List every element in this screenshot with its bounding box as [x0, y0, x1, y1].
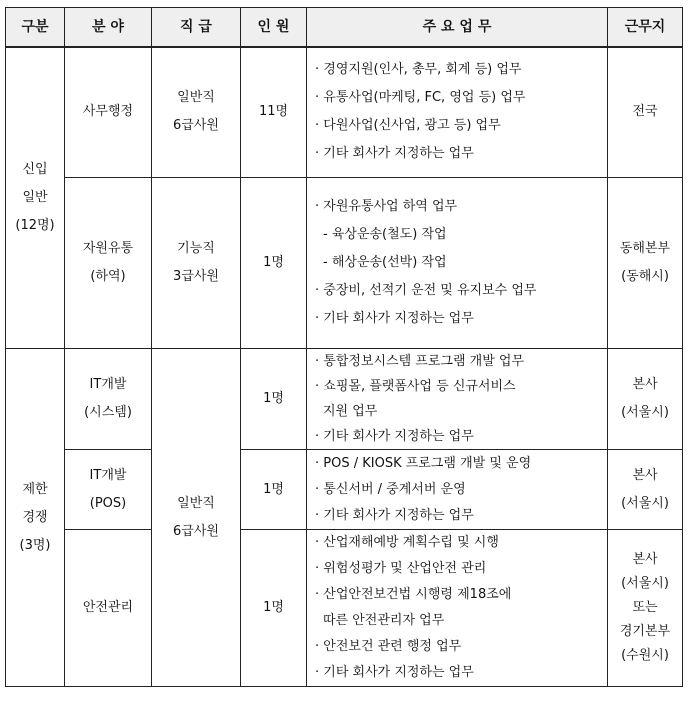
field-line: (시스템)	[84, 405, 132, 420]
location-line: (수원시)	[621, 648, 669, 663]
duty-item: · 안전보건 관련 행정 업무	[315, 639, 462, 654]
header-category: 구분	[6, 8, 65, 47]
grade-line: 일반직	[177, 495, 215, 511]
field-cell	[65, 450, 152, 530]
duty-continuation: 따른 안전관리자 업무	[323, 613, 445, 628]
field-line: 자원유통	[82, 241, 134, 256]
duty-item: · 기타 회사가 지정하는 업무	[315, 311, 474, 326]
duty-continuation: 지원 업무	[323, 404, 378, 419]
headcount-cell: 1명	[241, 450, 307, 530]
grade-cell	[152, 178, 241, 349]
group-label-line: (12명)	[15, 217, 55, 233]
group-label-line: (3명)	[19, 537, 51, 553]
header-field: 분 야	[65, 8, 152, 47]
field-line: (POS)	[89, 495, 127, 511]
headcount-cell: 1명	[241, 349, 307, 450]
table-row	[6, 450, 683, 530]
table-row	[6, 47, 683, 178]
location-line: (서울시)	[621, 495, 669, 511]
field-line: 안전관리	[82, 600, 134, 615]
field-line: IT개발	[89, 467, 127, 483]
field-line: IT개발	[89, 377, 127, 392]
duty-item: · 산업재해예방 계획수립 및 시행	[315, 535, 499, 550]
duty-item: · 기타 회사가 지정하는 업무	[315, 665, 474, 680]
grade-line: 3급사원	[173, 269, 219, 284]
duty-item: · POS / KIOSK 프로그램 개발 및 운영	[315, 455, 532, 471]
duty-item: · 중장비, 선적기 운전 및 유지보수 업무	[315, 283, 537, 298]
duty-item: · 쇼핑몰, 플랫폼사업 등 신규서비스	[315, 379, 516, 394]
location-line: 전국	[632, 104, 658, 120]
location-line: 동해본부	[619, 241, 671, 256]
location-cell	[608, 349, 683, 450]
duties-cell	[307, 530, 608, 687]
table-header-row	[6, 8, 683, 47]
header-location: 근무지	[608, 8, 683, 47]
duty-item: · 다원사업(신사업, 광고 등) 업무	[315, 118, 501, 134]
table-row	[6, 178, 683, 349]
group-label-limited	[6, 349, 65, 687]
grade-line: 6급사원	[173, 523, 219, 539]
field-line: (하역)	[90, 269, 126, 284]
duty-item: · 위험성평가 및 산업안전 관리	[315, 561, 487, 576]
location-cell	[608, 47, 683, 178]
duties-cell	[307, 349, 608, 450]
duty-item: · 경영지원(인사, 총무, 회계 등) 업무	[315, 62, 522, 78]
location-line: 본사	[632, 467, 658, 483]
headcount-cell: 1명	[241, 178, 307, 349]
location-cell	[608, 530, 683, 687]
grade-line: 기능직	[177, 241, 215, 256]
grade-cell	[152, 47, 241, 178]
group-label-new-general	[6, 47, 65, 349]
location-cell	[608, 450, 683, 530]
duty-item: · 기타 회사가 지정하는 업무	[315, 429, 474, 444]
duty-item: · 산업안전보건법 시행령 제18조에	[315, 587, 512, 602]
table-row	[6, 349, 683, 450]
field-cell	[65, 47, 152, 178]
headcount-cell: 11명	[241, 47, 307, 178]
group-label-line: 신입	[22, 161, 48, 177]
location-line: 경기본부	[619, 624, 671, 639]
location-line: (서울시)	[621, 405, 669, 420]
duty-subitem: - 육상운송(철도) 작업	[323, 227, 447, 242]
table-row	[6, 530, 683, 687]
grade-cell-shared	[152, 349, 241, 687]
location-line: (서울시)	[621, 576, 669, 591]
location-line: 본사	[632, 377, 658, 392]
location-line: 또는	[632, 600, 658, 615]
group-label-line: 일반	[22, 189, 48, 205]
header-grade: 직 급	[152, 8, 241, 47]
group-label-line: 경쟁	[22, 509, 48, 525]
grade-line: 6급사원	[173, 118, 219, 134]
field-cell	[65, 178, 152, 349]
header-headcount: 인 원	[241, 8, 307, 47]
group-label-line: 제한	[22, 481, 48, 497]
duties-cell	[307, 178, 608, 349]
headcount-cell: 1명	[241, 530, 307, 687]
grade-line: 일반직	[177, 90, 215, 106]
duty-item: · 기타 회사가 지정하는 업무	[315, 146, 474, 162]
header-duties: 주 요 업 무	[307, 8, 608, 47]
duty-item: · 기타 회사가 지정하는 업무	[315, 507, 474, 523]
duty-item: · 통합정보시스템 프로그램 개발 업무	[315, 354, 525, 369]
field-cell	[65, 349, 152, 450]
duties-cell	[307, 450, 608, 530]
location-line: (동해시)	[621, 269, 669, 284]
duties-cell	[307, 47, 608, 178]
duty-item: · 통신서버 / 중계서버 운영	[315, 481, 466, 497]
duty-item: · 자원유통사업 하역 업무	[315, 199, 458, 214]
location-cell	[608, 178, 683, 349]
field-line: 사무행정	[82, 104, 134, 120]
recruitment-table	[5, 7, 683, 687]
duty-subitem: - 해상운송(선박) 작업	[323, 255, 447, 270]
duty-item: · 유통사업(마케팅, FC, 영업 등) 업무	[315, 90, 526, 106]
location-line: 본사	[632, 552, 658, 567]
field-cell	[65, 530, 152, 687]
